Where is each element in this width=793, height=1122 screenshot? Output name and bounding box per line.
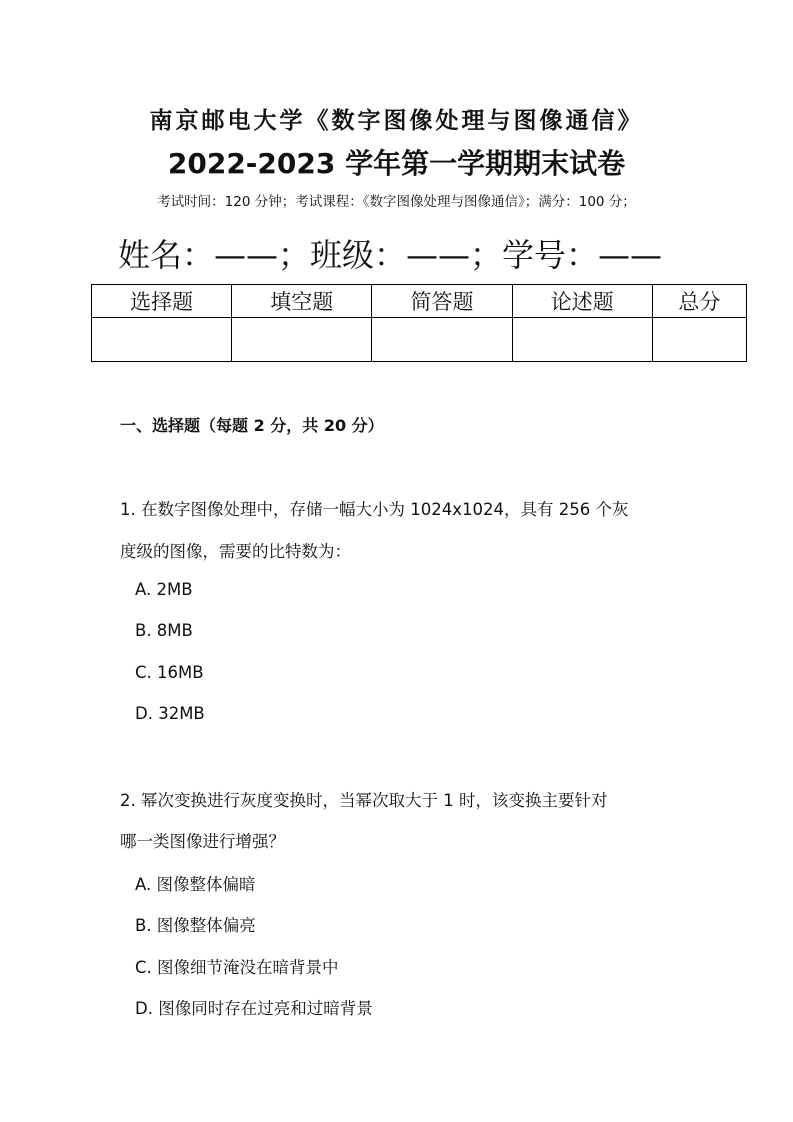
option: D. 32MB	[135, 704, 205, 723]
score-header: 选择题	[92, 285, 232, 318]
score-cell	[512, 318, 652, 362]
score-header: 填空题	[232, 285, 372, 318]
option: D. 图像同时存在过亮和过暗背景	[135, 999, 373, 1018]
student-id-line: 姓名：——；班级：——；学号：——	[118, 236, 663, 274]
option: C. 16MB	[135, 663, 204, 682]
option: B. 8MB	[135, 621, 193, 640]
score-cell	[92, 318, 232, 362]
score-header: 总分	[652, 285, 746, 318]
question-text: 2. 幂次变换进行灰度变换时，当幂次取大于 1 时，该变换主要针对	[120, 791, 608, 810]
question-text: 哪一类图像进行增强？	[120, 832, 285, 851]
score-header: 简答题	[372, 285, 512, 318]
question-text: 1. 在数字图像处理中，存储一幅大小为 1024x1024，具有 256 个灰	[120, 500, 629, 519]
option: B. 图像整体偏亮	[135, 916, 256, 935]
title-line1: 南京邮电大学《数字图像处理与图像通信》	[149, 108, 644, 134]
option: A. 图像整体偏暗	[135, 875, 256, 894]
title-line2: 2022-2023 学年第一学期期末试卷	[167, 147, 626, 180]
question-text: 度级的图像，需要的比特数为：	[120, 542, 351, 561]
score-header: 论述题	[512, 285, 652, 318]
score-cell	[372, 318, 512, 362]
score-table	[91, 284, 747, 362]
option: A. 2MB	[135, 580, 193, 599]
exam-info: 考试时间：120 分钟；考试课程：《数字图像处理与图像通信》；满分：100 分；	[157, 194, 636, 210]
option: C. 图像细节淹没在暗背景中	[135, 958, 339, 977]
score-cell	[652, 318, 746, 362]
section-title: 一、选择题（每题 2 分，共 20 分）	[120, 416, 384, 435]
score-cell	[232, 318, 372, 362]
